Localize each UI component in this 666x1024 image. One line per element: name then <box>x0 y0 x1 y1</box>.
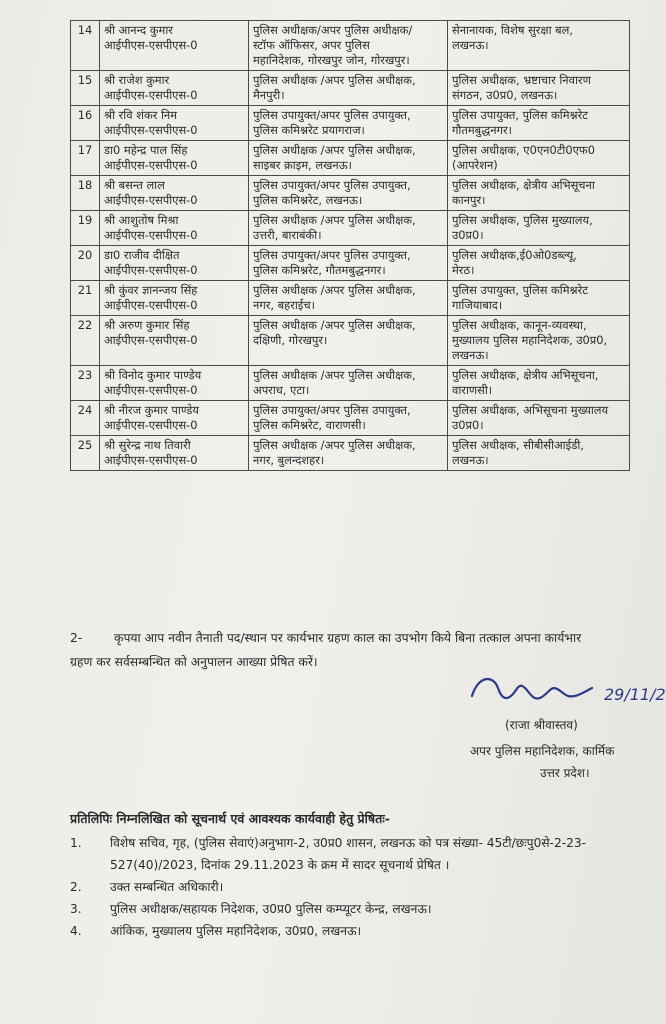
from-line: पुलिस उपायुक्त/अपर पुलिस उपायुक्त, <box>253 178 411 192</box>
new-post-cell <box>448 176 630 211</box>
copy-to-item-text <box>110 898 650 920</box>
new-post-cell <box>448 436 630 471</box>
copy-to-item <box>70 898 650 920</box>
name-line: आईपीएस-एसपीएस-0 <box>104 263 198 277</box>
name-line: श्री रवि शंकर निम <box>104 108 178 122</box>
from-line: पुलिस अधीक्षक /अपर पुलिस अधीक्षक, <box>253 438 416 452</box>
table-row <box>71 281 630 316</box>
paragraph-number: 2- <box>70 631 83 645</box>
from-line: साइबर क्राइम, लखनऊ। <box>253 158 352 172</box>
copy-to-heading: प्रतिलिपिः निम्नलिखित को सूचनार्थ एवं आवश्यक कार्यवाही हेतु प्रेषितः- <box>70 811 390 826</box>
new-post-cell <box>448 141 630 176</box>
signatory-name: (राजा श्रीवास्तव) <box>505 718 578 732</box>
current-post-cell <box>249 71 448 106</box>
officer-name-cell <box>100 141 249 176</box>
new-post-cell <box>448 71 630 106</box>
to-line: लखनऊ। <box>452 453 489 467</box>
from-line: पुलिस उपायुक्त/अपर पुलिस उपायुक्त, <box>253 108 411 122</box>
copy-to-item-number: 4. <box>70 924 82 938</box>
table-row <box>71 316 630 366</box>
paragraph-line2: ग्रहण कर सर्वसम्बन्धित को अनुपालन आख्या प्रेषित करें। <box>70 655 318 669</box>
serial-number-cell <box>71 211 100 246</box>
serial-number-cell <box>71 366 100 401</box>
name-line: आईपीएस-एसपीएस-0 <box>104 418 198 432</box>
serial-number: 24 <box>77 403 93 417</box>
table-row <box>71 106 630 141</box>
from-line: पुलिस अधीक्षक/अपर पुलिस अधीक्षक/ <box>253 23 413 37</box>
serial-number-cell <box>71 71 100 106</box>
copy-to-item-line: पुलिस अधीक्षक/सहायक निदेशक, उ0प्र0 पुलिस कम्प्यूटर केन्द्र, लखनऊ। <box>110 902 432 916</box>
from-line: पुलिस अधीक्षक /अपर पुलिस अधीक्षक, <box>253 368 416 382</box>
name-line: श्री आनन्द कुमार <box>104 23 173 37</box>
to-line: लखनऊ। <box>452 348 489 362</box>
serial-number: 23 <box>77 368 93 382</box>
to-line: कानपुर। <box>452 193 486 207</box>
name-line: आईपीएस-एसपीएस-0 <box>104 38 198 52</box>
from-line: पुलिस कमिश्नरेट प्रयागराज। <box>253 123 365 137</box>
to-line: गाजियाबाद। <box>452 298 503 312</box>
from-line: नगर, बुलन्दशहर। <box>253 453 325 467</box>
from-line: पुलिस उपायुक्त/अपर पुलिस उपायुक्त, <box>253 248 411 262</box>
to-line: मेरठ। <box>452 263 475 277</box>
table-row <box>71 211 630 246</box>
to-line: पुलिस अधीक्षक, कानून-व्यवस्था, <box>452 318 587 332</box>
table-row <box>71 141 630 176</box>
current-post-cell <box>249 211 448 246</box>
copy-to-item-line: विशेष सचिव, गृह, (पुलिस सेवाएं)अनुभाग-2, उ0प्र0 शासन, लखनऊ को पत्र संख्या- 45टी/छःपु0से-2-23- <box>110 836 587 850</box>
officer-name-cell <box>100 176 249 211</box>
name-line: आईपीएस-एसपीएस-0 <box>104 298 198 312</box>
from-line: पुलिस कमिश्नरेट, वाराणसी। <box>253 418 366 432</box>
name-line: आईपीएस-एसपीएस-0 <box>104 228 198 242</box>
table-row <box>71 366 630 401</box>
name-line: श्री विनोद कुमार पाण्डेय <box>104 368 202 382</box>
new-post-cell <box>448 246 630 281</box>
name-line: श्री बसन्त लाल <box>104 178 165 192</box>
serial-number-cell <box>71 316 100 366</box>
name-line: आईपीएस-एसपीएस-0 <box>104 333 198 347</box>
new-post-cell <box>448 366 630 401</box>
serial-number: 15 <box>77 73 93 87</box>
new-post-cell <box>448 106 630 141</box>
to-line: पुलिस अधीक्षक, सीबीसीआईडी, <box>452 438 584 452</box>
to-line: पुलिस अधीक्षक, ए0एन0टी0एफ0 <box>452 143 595 157</box>
current-post-cell <box>249 106 448 141</box>
table-row <box>71 436 630 471</box>
serial-number-cell <box>71 176 100 211</box>
serial-number: 20 <box>77 248 93 262</box>
new-post-cell <box>448 316 630 366</box>
current-post-cell <box>249 176 448 211</box>
name-line: आईपीएस-एसपीएस-0 <box>104 88 198 102</box>
serial-number: 16 <box>77 108 93 122</box>
signature-date: 29/11/2 <box>604 685 666 704</box>
table-row <box>71 176 630 211</box>
table-row <box>71 401 630 436</box>
serial-number: 14 <box>77 23 93 37</box>
name-line: श्री नीरज कुमार पाण्डेय <box>104 403 199 417</box>
signatory-title: अपर पुलिस महानिदेशक, कार्मिक <box>470 744 615 758</box>
copy-to-item-number: 1. <box>70 836 82 850</box>
current-post-cell <box>249 401 448 436</box>
to-line: संगठन, उ0प्र0, लखनऊ। <box>452 88 558 102</box>
name-line: श्री अरुण कुमार सिंह <box>104 318 190 332</box>
to-line: मुख्यालय पुलिस महानिदेशक, उ0प्र0, <box>452 333 608 347</box>
to-line: पुलिस उपायुक्त, पुलिस कमिश्नरेट <box>452 283 588 297</box>
to-line: पुलिस उपायुक्त, पुलिस कमिश्नरेट <box>452 108 588 122</box>
serial-number-cell <box>71 246 100 281</box>
serial-number: 17 <box>77 143 93 157</box>
to-line: पुलिस अधीक्षक, क्षेत्रीय अभिसूचना, <box>452 368 599 382</box>
current-post-cell <box>249 21 448 71</box>
table-row <box>71 71 630 106</box>
current-post-cell <box>249 141 448 176</box>
from-line: महानिदेशक, गोरखपुर जोन, गोरखपुर। <box>253 53 410 67</box>
name-line: श्री आशुतोष मिश्रा <box>104 213 179 227</box>
officer-name-cell <box>100 401 249 436</box>
current-post-cell <box>249 366 448 401</box>
to-line: पुलिस अधीक्षक, भ्रष्टाचार निवारण <box>452 73 591 87</box>
name-line: आईपीएस-एसपीएस-0 <box>104 193 198 207</box>
officer-name-cell <box>100 21 249 71</box>
serial-number-cell <box>71 21 100 71</box>
name-line: आईपीएस-एसपीएस-0 <box>104 383 198 397</box>
new-post-cell <box>448 401 630 436</box>
serial-number: 18 <box>77 178 93 192</box>
name-line: डा0 महेन्द्र पाल सिंह <box>104 143 188 157</box>
table-row <box>71 246 630 281</box>
name-line: डा0 राजीव दीक्षित <box>104 248 180 262</box>
serial-number: 21 <box>77 283 93 297</box>
to-line: उ0प्र0। <box>452 418 484 432</box>
officer-name-cell <box>100 106 249 141</box>
officer-name-cell <box>100 436 249 471</box>
from-line: पुलिस अधीक्षक /अपर पुलिस अधीक्षक, <box>253 318 416 332</box>
from-line: नगर, बहराईच। <box>253 298 315 312</box>
from-line: पुलिस अधीक्षक /अपर पुलिस अधीक्षक, <box>253 213 416 227</box>
copy-to-item <box>70 876 650 898</box>
copy-to-item-line: आंकिक, मुख्यालय पुलिस महानिदेशक, उ0प्र0, लखनऊ। <box>110 924 362 938</box>
to-line: पुलिस अधीक्षक, अभिसूचना मुख्यालय <box>452 403 609 417</box>
officer-name-cell <box>100 366 249 401</box>
to-line: (आपरेशन) <box>452 158 498 172</box>
copy-to-item-line: उक्त सम्बन्धित अधिकारी। <box>110 880 224 894</box>
paragraph-line1: कृपया आप नवीन तैनाती पद/स्थान पर कार्यभार ग्रहण काल का उपभोग किये बिना तत्काल अपना कार्यभार <box>114 631 582 645</box>
signatory-state: उत्तर प्रदेश। <box>540 766 590 780</box>
to-line: पुलिस अधीक्षक, पुलिस मुख्यालय, <box>452 213 593 227</box>
serial-number-cell <box>71 281 100 316</box>
current-post-cell <box>249 246 448 281</box>
from-line: उत्तरी, बाराबंकी। <box>253 228 322 242</box>
current-post-cell <box>249 436 448 471</box>
from-line: पुलिस कमिश्नरेट, गौतमबुद्धनगर। <box>253 263 386 277</box>
to-line: पुलिस अधीक्षक,ई0ओ0डब्ल्यू, <box>452 248 577 262</box>
copy-to-item-text <box>110 832 650 876</box>
copy-to-item-number: 2. <box>70 880 82 894</box>
serial-number-cell <box>71 436 100 471</box>
from-line: अपराध, एटा। <box>253 383 310 397</box>
from-line: पुलिस उपायुक्त/अपर पुलिस उपायुक्त, <box>253 403 411 417</box>
serial-number: 25 <box>77 438 93 452</box>
officer-name-cell <box>100 246 249 281</box>
posting-table <box>70 20 630 471</box>
new-post-cell <box>448 281 630 316</box>
copy-to-list <box>70 832 650 942</box>
officer-name-cell <box>100 211 249 246</box>
from-line: दक्षिणी, गोरखपुर। <box>253 333 328 347</box>
serial-number-cell <box>71 141 100 176</box>
serial-number: 22 <box>77 318 93 332</box>
from-line: पुलिस कमिश्नरेट, लखनऊ। <box>253 193 363 207</box>
from-line: पुलिस अधीक्षक /अपर पुलिस अधीक्षक, <box>253 283 416 297</box>
name-line: श्री राजेश कुमार <box>104 73 170 87</box>
serial-number-cell <box>71 401 100 436</box>
copy-to-item-text <box>110 876 650 898</box>
to-line: लखनऊ। <box>452 38 489 52</box>
copy-to-item-text <box>110 920 650 942</box>
name-line: आईपीएस-एसपीएस-0 <box>104 123 198 137</box>
from-line: पुलिस अधीक्षक /अपर पुलिस अधीक्षक, <box>253 73 416 87</box>
from-line: मैनपुरी। <box>253 88 285 102</box>
copy-to-item-line: 527(40)/2023, दिनांक 29.11.2023 के क्रम में सादर सूचनार्थ प्रेषित । <box>110 858 450 872</box>
name-line: श्री सुरेन्द्र नाथ तिवारी <box>104 438 191 452</box>
officer-name-cell <box>100 316 249 366</box>
name-line: आईपीएस-एसपीएस-0 <box>104 158 198 172</box>
from-line: पुलिस अधीक्षक /अपर पुलिस अधीक्षक, <box>253 143 416 157</box>
to-line: गौतमबुद्धनगर। <box>452 123 512 137</box>
to-line: उ0प्र0। <box>452 228 484 242</box>
serial-number: 19 <box>77 213 93 227</box>
from-line: स्टॉफ ऑफिसर, अपर पुलिस <box>253 38 370 52</box>
officer-name-cell <box>100 281 249 316</box>
current-post-cell <box>249 281 448 316</box>
name-line: आईपीएस-एसपीएस-0 <box>104 453 198 467</box>
name-line: श्री कुंवर ज्ञानन्जय सिंह <box>104 283 198 297</box>
table-row <box>71 21 630 71</box>
current-post-cell <box>249 316 448 366</box>
new-post-cell <box>448 211 630 246</box>
to-line: वाराणसी। <box>452 383 493 397</box>
to-line: सेनानायक, विशेष सुरक्षा बल, <box>452 23 574 37</box>
new-post-cell <box>448 21 630 71</box>
handwritten-signature <box>468 666 666 716</box>
copy-to-item <box>70 920 650 942</box>
serial-number-cell <box>71 106 100 141</box>
to-line: पुलिस अधीक्षक, क्षेत्रीय अभिसूचना <box>452 178 595 192</box>
officer-name-cell <box>100 71 249 106</box>
copy-to-item <box>70 832 650 876</box>
copy-to-item-number: 3. <box>70 902 82 916</box>
